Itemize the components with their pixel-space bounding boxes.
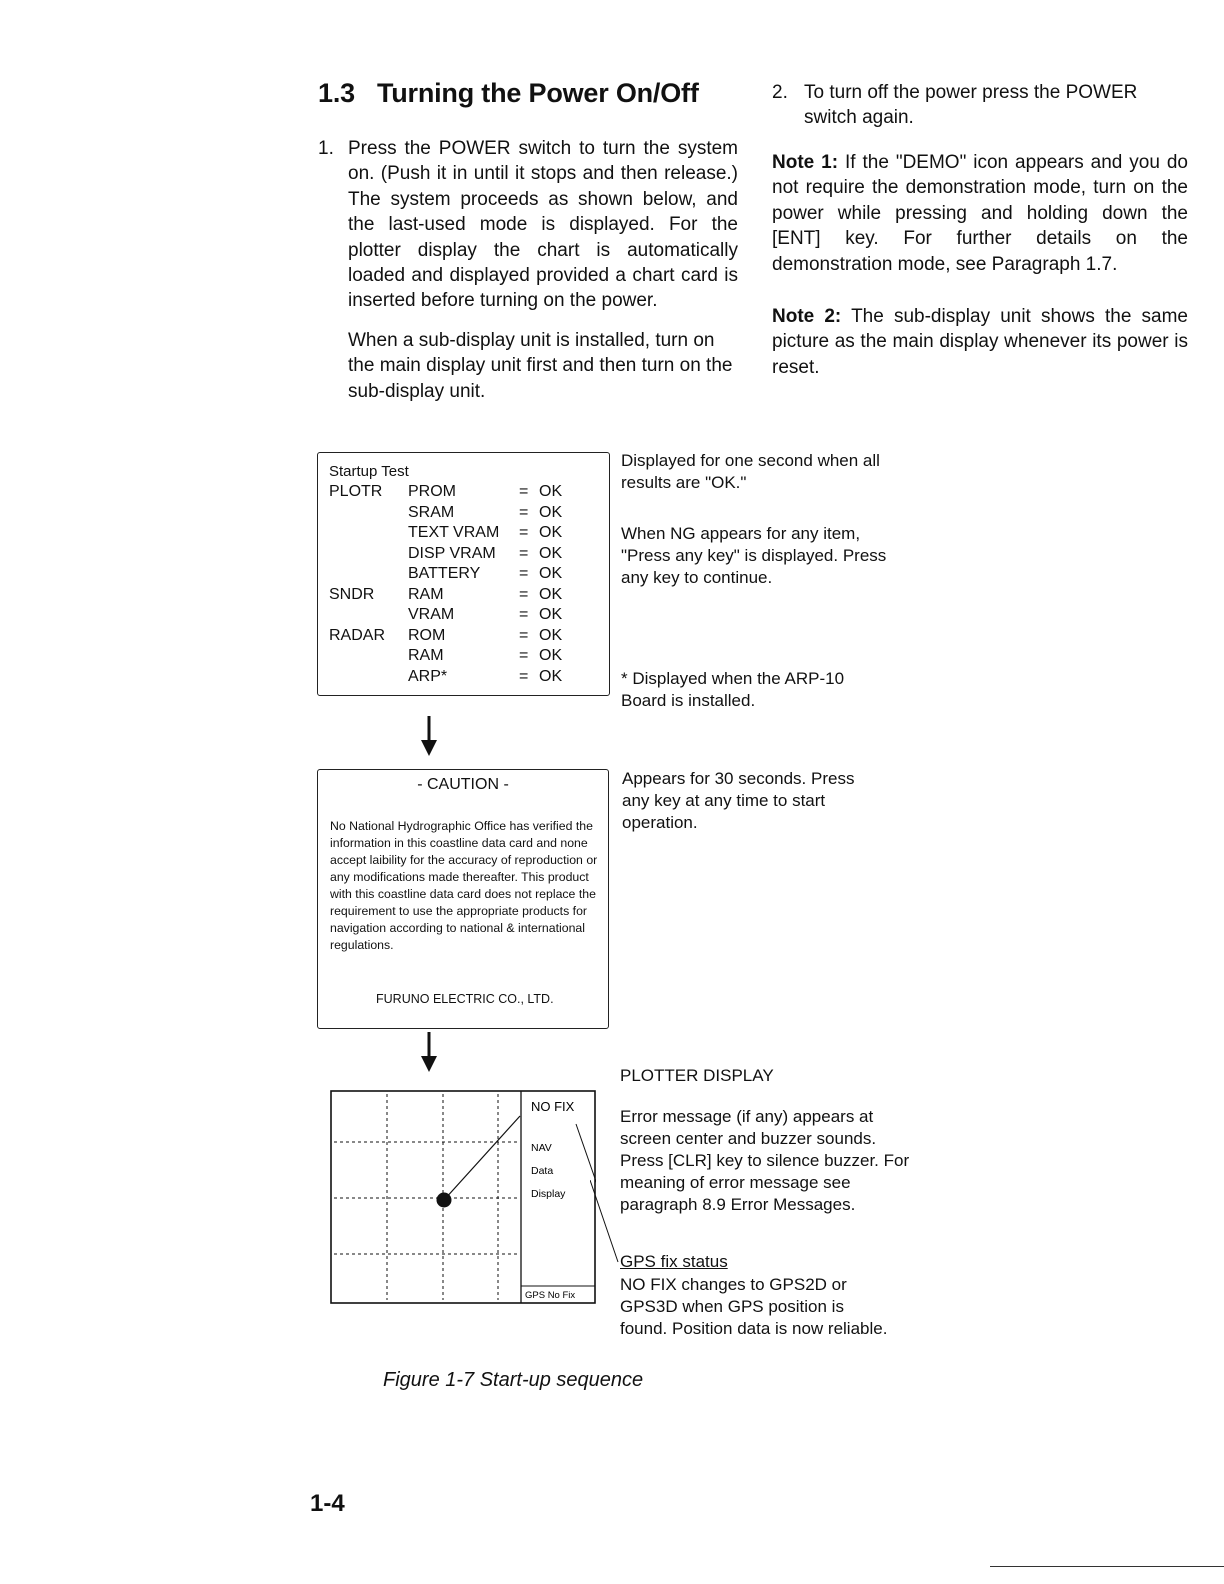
down-arrow-icon [417, 716, 441, 756]
test-equals: = [519, 606, 529, 623]
startup-ok-note: Displayed for one second when all results are "OK." [621, 451, 880, 492]
caution-box [317, 769, 609, 1029]
step-1-number: 1. [318, 138, 334, 159]
step-2 [772, 80, 1188, 131]
test-equals: = [519, 483, 529, 500]
fix-status-text: NO FIX [531, 1099, 575, 1114]
display-label: Display [531, 1188, 566, 1200]
test-group: PLOTR [329, 483, 383, 500]
test-equals: = [519, 565, 529, 582]
test-equals: = [519, 585, 529, 603]
test-item: ROM [408, 626, 446, 644]
test-item: ARP* [408, 667, 448, 685]
step-1 [318, 136, 738, 404]
plotter-display-diagram [330, 1090, 596, 1304]
test-result: OK [539, 483, 563, 500]
data-label: Data [531, 1165, 554, 1177]
caution-body: No National Hydrographic Office has verified the information in this coastline data card and none accept laibility for the accuracy of reproduction or any modifications made thereafter. This product with this coastline data card does not replace the requirement to use the appropriate products for navigation according to national & international regulations. [330, 819, 598, 952]
startup-arp-note: * Displayed when the ARP-10 Board is installed. [621, 669, 845, 710]
test-group: RADAR [329, 626, 386, 644]
own-ship-icon [437, 1193, 452, 1208]
section-number: 1.3 [318, 78, 355, 108]
test-item: VRAM [408, 606, 455, 623]
caution-side-note: Appears for 30 seconds. Press any key at any time to start operation. [622, 769, 855, 832]
plotter-display-label: PLOTTER DISPLAY [620, 1066, 774, 1085]
test-item: RAM [408, 647, 444, 664]
test-equals: = [519, 647, 529, 664]
startup-test-title: Startup Test [329, 463, 409, 480]
test-equals: = [519, 503, 529, 521]
test-item: BATTERY [408, 565, 481, 582]
page-number: 1-4 [310, 1490, 345, 1517]
gps-no-fix-text: GPS No Fix [525, 1290, 576, 1301]
bottom-rule [990, 1566, 1224, 1567]
test-item: RAM [408, 585, 444, 603]
step-1-subdisplay-text: When a sub-display unit is installed, turn on the main display unit first and then turn on the sub-display unit. [348, 329, 733, 402]
section-heading [318, 78, 699, 109]
note-2 [772, 304, 1188, 380]
gps-pointer-line-ext [590, 1180, 620, 1268]
test-result: OK [539, 667, 563, 685]
startup-test-box [317, 452, 610, 696]
gps-fix-status-text: NO FIX changes to GPS2D or GPS3D when GPS position is found. Position data is now reliable. [620, 1275, 888, 1338]
test-group: SNDR [329, 585, 375, 603]
step-2-number: 2. [772, 82, 788, 103]
down-arrow-icon [417, 1032, 441, 1072]
figure-caption: Figure 1-7 Start-up sequence [383, 1369, 644, 1391]
test-item: DISP VRAM [408, 544, 496, 562]
note-1 [772, 150, 1188, 277]
test-result: OK [539, 647, 563, 664]
note-2-text: The sub-display unit shows the same picture as the main display whenever its power is reset. [772, 306, 1188, 378]
test-result: OK [539, 503, 563, 521]
test-equals: = [519, 524, 529, 541]
startup-ng-note: When NG appears for any item, "Press any key" is displayed. Press any key to continue. [621, 524, 887, 587]
note-1-text: If the "DEMO" icon appears and you do not require the demonstration mode, turn on the power while pressing and holding down the [ENT] key. For further details on the demonstration mode, see Paragraph 1.7. [772, 152, 1188, 275]
test-equals: = [519, 544, 529, 562]
test-result: OK [539, 606, 563, 623]
test-equals: = [519, 667, 529, 685]
test-equals: = [519, 626, 529, 644]
test-result: OK [539, 544, 563, 562]
step-1-text: Press the POWER switch to turn the system on. (Push it in until it stops and then release.) The system proceeds as shown below, and the last-used mode is displayed. For the plotter display the chart is automatically loaded and displayed provided a chart card is inserted before turning on the power. [348, 138, 738, 312]
test-result: OK [539, 626, 563, 644]
test-item: TEXT VRAM [408, 524, 500, 541]
error-message-text: Error message (if any) appears at screen center and buzzer sounds. Press [CLR] key to silence buzzer. For meaning of error message see paragraph 8.9 Error Messages. [620, 1107, 910, 1214]
section-title: Turning the Power On/Off [376, 78, 699, 108]
gps-fix-status-title: GPS fix status [620, 1252, 728, 1271]
test-item: PROM [408, 483, 456, 500]
note-2-label: Note 2: [772, 306, 842, 327]
test-result: OK [539, 524, 563, 541]
step-2-text: To turn off the power press the POWER switch again. [804, 82, 1138, 129]
test-item: SRAM [408, 503, 455, 521]
caution-company: FURUNO ELECTRIC CO., LTD. [376, 992, 554, 1006]
caution-heading: - CAUTION - [417, 776, 509, 793]
test-result: OK [539, 565, 563, 582]
test-result: OK [539, 585, 563, 603]
note-1-label: Note 1: [772, 152, 839, 173]
nav-label: NAV [531, 1142, 552, 1154]
